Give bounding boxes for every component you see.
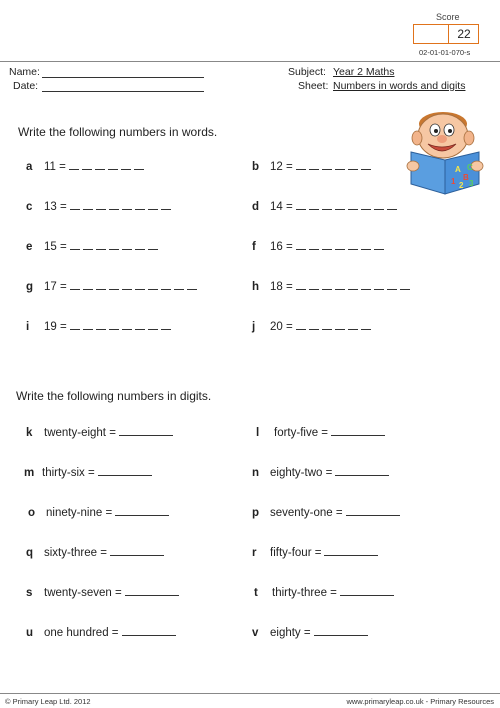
question-prompt: 17 = <box>44 281 67 293</box>
question-letter: t <box>254 587 258 599</box>
question-d <box>252 201 400 213</box>
answer-blank[interactable] <box>70 281 200 293</box>
score-label: Score <box>436 12 460 22</box>
question-u <box>26 627 176 639</box>
question-letter: e <box>26 241 33 253</box>
question-letter: o <box>28 507 36 519</box>
question-prompt: 12 = <box>270 161 293 173</box>
hand-left <box>407 161 419 171</box>
nose-shape <box>437 135 447 143</box>
question-prompt: fifty-four = <box>270 547 322 559</box>
worksheet-code: 02-01-01-070-s <box>419 48 471 57</box>
question-t <box>254 587 394 599</box>
answer-blank[interactable] <box>70 241 161 253</box>
question-g <box>26 281 200 293</box>
answer-blank[interactable] <box>296 281 413 293</box>
question-letter: b <box>252 161 260 173</box>
question-prompt: one hundred = <box>44 627 119 639</box>
question-r <box>252 547 378 559</box>
question-p <box>252 507 400 519</box>
answer-blank[interactable] <box>69 161 147 173</box>
section2-instruction: Write the following numbers in digits. <box>16 389 212 403</box>
question-letter: i <box>26 321 30 333</box>
question-prompt: forty-five = <box>274 427 329 439</box>
question-i <box>26 321 174 333</box>
answer-blank[interactable] <box>296 321 374 333</box>
question-prompt: eighty = <box>270 627 311 639</box>
subject-value: Year 2 Maths <box>333 66 395 78</box>
question-prompt: 11 = <box>44 161 66 173</box>
question-prompt: 15 = <box>44 241 67 253</box>
answer-blank[interactable] <box>125 595 179 596</box>
question-letter: a <box>26 161 33 173</box>
book-digit: 1 <box>451 177 456 186</box>
pupil-right <box>448 129 452 133</box>
question-e <box>26 241 161 253</box>
footer-divider <box>0 693 500 694</box>
ear-left <box>412 131 422 145</box>
question-prompt: 19 = <box>44 321 67 333</box>
question-m <box>24 467 152 479</box>
question-prompt: 13 = <box>44 201 67 213</box>
footer-copyright: © Primary Leap Ltd. 2012 <box>5 697 91 706</box>
name-label: Name: <box>9 66 40 78</box>
child-reading-book-illustration <box>405 108 487 198</box>
question-prompt: seventy-one = <box>270 507 343 519</box>
question-prompt: thirty-six = <box>42 467 95 479</box>
question-prompt: 20 = <box>270 321 293 333</box>
question-j <box>252 321 374 333</box>
answer-blank[interactable] <box>324 555 378 556</box>
answer-blank[interactable] <box>115 515 169 516</box>
hand-right <box>471 161 483 171</box>
answer-blank[interactable] <box>110 555 164 556</box>
header-divider <box>0 61 500 62</box>
score-box <box>413 24 479 44</box>
question-prompt: sixty-three = <box>44 547 107 559</box>
question-letter: r <box>252 547 257 559</box>
question-letter: l <box>256 427 260 439</box>
question-a <box>26 161 147 173</box>
book-left-cover <box>411 152 445 194</box>
question-c <box>26 201 174 213</box>
question-q <box>26 547 164 559</box>
question-letter: p <box>252 507 260 519</box>
question-letter: v <box>252 627 259 639</box>
question-l <box>256 427 385 439</box>
question-f <box>252 241 387 253</box>
sheet-value: Numbers in words and digits <box>333 80 466 92</box>
footer-website: www.primaryleap.co.uk - Primary Resources <box>346 697 494 706</box>
answer-blank[interactable] <box>346 515 400 516</box>
question-prompt: thirty-three = <box>272 587 337 599</box>
answer-blank[interactable] <box>296 201 400 213</box>
question-letter: h <box>252 281 260 293</box>
subject-label: Subject: <box>288 66 326 78</box>
sheet-label: Sheet: <box>298 80 329 92</box>
question-letter: q <box>26 547 34 559</box>
question-n <box>252 467 389 479</box>
question-b <box>252 161 374 173</box>
book-digit: 2 <box>459 181 464 190</box>
question-k <box>26 427 173 439</box>
answer-blank[interactable] <box>296 161 374 173</box>
answer-blank[interactable] <box>314 635 368 636</box>
book-letter: A <box>455 165 461 174</box>
question-prompt: 18 = <box>270 281 293 293</box>
question-prompt: twenty-eight = <box>44 427 116 439</box>
question-letter: c <box>26 201 33 213</box>
question-s <box>26 587 179 599</box>
section1-instruction: Write the following numbers in words. <box>18 125 218 139</box>
question-prompt: ninety-nine = <box>46 507 113 519</box>
question-v <box>252 627 368 639</box>
date-field[interactable] <box>42 91 204 92</box>
answer-blank[interactable] <box>70 321 174 333</box>
answer-blank[interactable] <box>122 635 176 636</box>
book-letter: C <box>467 163 473 172</box>
question-letter: m <box>24 467 35 479</box>
question-o <box>28 507 169 519</box>
answer-blank[interactable] <box>335 475 389 476</box>
ear-right <box>464 131 474 145</box>
question-prompt: twenty-seven = <box>44 587 122 599</box>
score-value: 22 <box>457 27 471 41</box>
name-field[interactable] <box>42 77 204 78</box>
question-letter: g <box>26 281 34 293</box>
pupil-left <box>434 129 438 133</box>
question-letter: s <box>26 587 33 599</box>
question-letter: f <box>252 241 256 253</box>
question-prompt: 14 = <box>270 201 293 213</box>
answer-blank[interactable] <box>98 475 152 476</box>
answer-blank[interactable] <box>70 201 174 213</box>
question-letter: k <box>26 427 33 439</box>
answer-blank[interactable] <box>340 595 394 596</box>
book-letter: B <box>463 173 469 182</box>
book-digit: 3 <box>469 179 474 188</box>
question-letter: n <box>252 467 260 479</box>
answer-blank[interactable] <box>119 435 173 436</box>
question-h <box>252 281 413 293</box>
question-letter: u <box>26 627 34 639</box>
question-letter: j <box>252 321 256 333</box>
answer-blank[interactable] <box>331 435 385 436</box>
answer-blank[interactable] <box>296 241 387 253</box>
date-label: Date: <box>13 80 39 92</box>
question-prompt: eighty-two = <box>270 467 333 479</box>
question-letter: d <box>252 201 260 213</box>
question-prompt: 16 = <box>270 241 293 253</box>
